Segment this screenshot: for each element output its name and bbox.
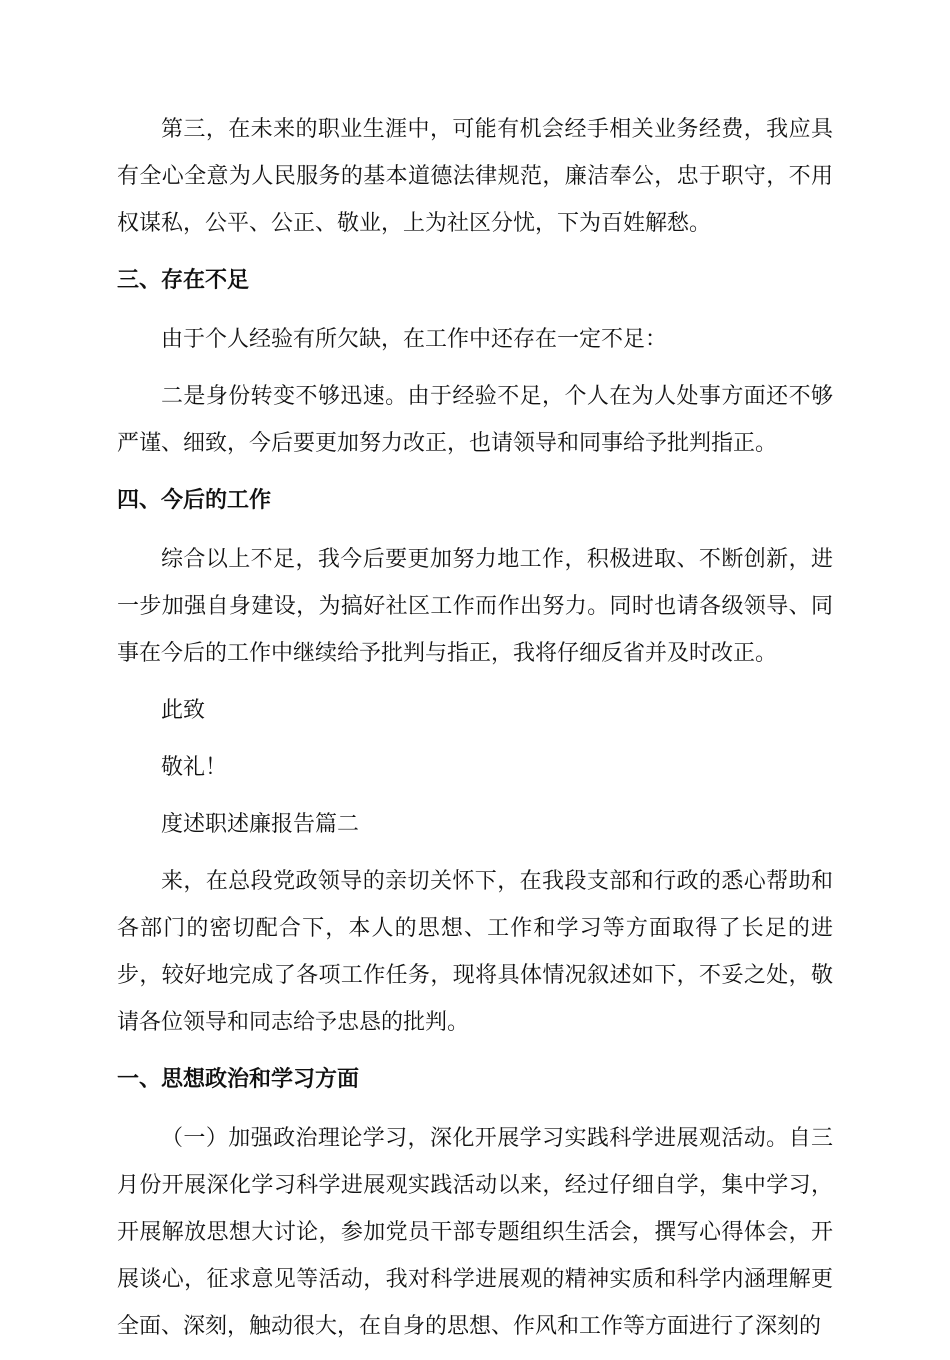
document-page: [117, 106, 833, 1360]
paragraph-future-work: 综合以上不足，我今后要更加努力地工作，积极进取、不断创新，进一步加强自身建设，为搞好社区工作而作出努力。同时也请各级领导、同事在今后的工作中继续给予批判与指正，我将仔细反省并及时改正。: [117, 547, 833, 666]
closing-salutation: 此致: [161, 698, 206, 723]
paragraph-shortcoming-two: 二是身份转变不够迅速。由于经验不足，个人在为人处事方面还不够严谨、细致，今后要更加努力改正，也请领导和同事给予批判指正。: [117, 384, 833, 456]
heading-future-work: 四、今后的工作: [117, 487, 272, 513]
closing-respect: 敬礼！: [161, 755, 228, 780]
paragraph-political-study: （一）加强政治理论学习，深化开展学习实践科学进展观活动。自三月份开展深化学习科学进展观实践活动以来，经过仔细自学，集中学习，开展解放思想大讨论，参加党员干部专题组织生活会，撰写心得体会，开展谈心，征求意见等活动，我对科学进展观的精神实质和科学内涵理解更全面、深刻，触动很大，在自身的思想、作风和工作等方面进行了深刻的: [117, 1126, 833, 1339]
heading-shortcomings: 三、存在不足: [117, 267, 250, 293]
heading-political-study: 一、思想政治和学习方面: [117, 1066, 360, 1092]
paragraph-third-point: 第三，在未来的职业生涯中，可能有机会经手相关业务经费，我应具有全心全意为人民服务的基本道德法律规范，廉洁奉公，忠于职守，不用权谋私，公平、公正、敬业，上为社区分忧，下为百姓解愁。: [117, 117, 833, 236]
paragraph-shortcomings-intro: 由于个人经验有所欠缺，在工作中还存在一定不足：: [161, 327, 668, 352]
section-title-part-two: 度述职述廉报告篇二: [161, 812, 360, 837]
paragraph-part-two-intro: 来，在总段党政领导的亲切关怀下，在我段支部和行政的悉心帮助和各部门的密切配合下，本人的思想、工作和学习等方面取得了长足的进步，较好地完成了各项工作任务，现将具体情况叙述如下，不妥之处，敬请各位领导和同志给予忠恳的批判。: [117, 869, 833, 1035]
